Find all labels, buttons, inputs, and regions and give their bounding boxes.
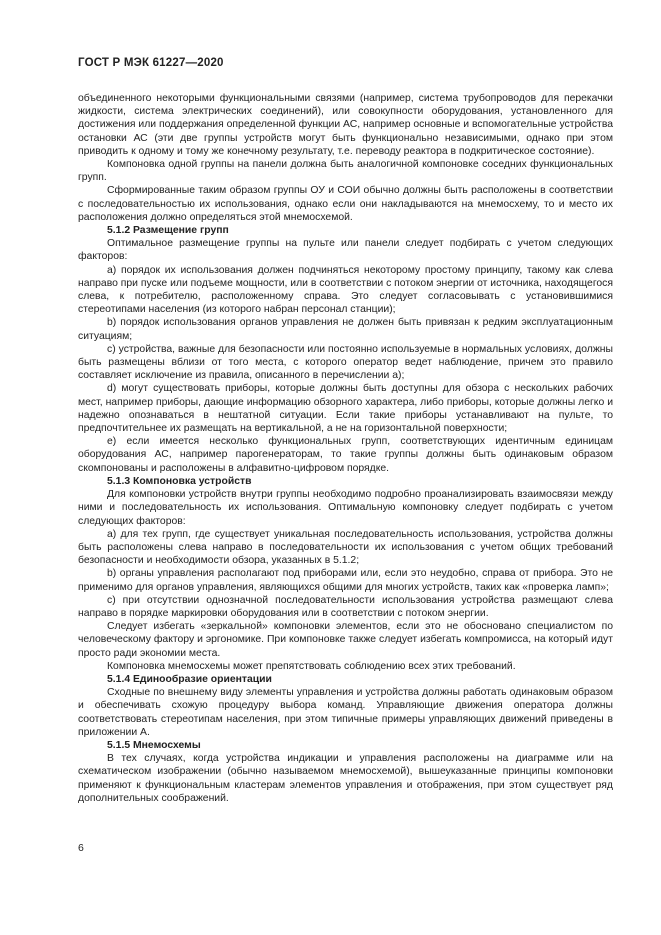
section-heading: 5.1.2 Размещение групп <box>107 225 229 237</box>
paragraph: объединенного некоторыми функциональными связями (например, система трубопроводов для перекачки жидкости, система электрических соединений), или совокупности оборудования, установленного для достижения или поддержания определенной функции АС, например основные и вспомогательные устройства остановки АС (эти две группы устройств могут быть функционально независимыми, однако при этом приводить к одному и тому же конечному результату, т.е. переводу реактора в подкритическое состояние). <box>78 93 613 157</box>
paragraph: a) для тех групп, где существует уникальная последовательность использования, устройства должны быть расположены слева направо в последовательности их использования с учетом общих требований безопасности и необходимости обзора, указанных в 5.1.2; <box>78 528 613 567</box>
paragraph: Для компоновки устройств внутри группы необходимо подробно проанализировать взаимосвязи между ними и последовательность их использования. Оптимальную компоновку следует подбирать с учетом следующих факторов: <box>78 489 613 527</box>
paragraph: Сходные по внешнему виду элементы управления и устройства должны работать одинаковым образом и обеспечивать схожую процедуру выбора команд. Управляющие движения оператора должны соответствовать стереотипам населения, при этом типичные примеры управляющих движений приведены в приложении А. <box>78 687 613 738</box>
paragraph: e) если имеется несколько функциональных групп, соответствующих идентичным единицам оборудования АС, например парогенераторам, то такие группы должны быть одинаковым образом скомпонованы и расположены в алфавитно-цифровом порядке. <box>78 436 613 474</box>
section-heading: 5.1.3 Компоновка устройств <box>107 475 252 487</box>
document-body <box>78 92 613 805</box>
paragraph: a) порядок их использования должен подчиняться некоторому простому принципу, такому как слева направо при пуске или подъеме мощности, или в соответствии с потоком энергии от источника, находящегося слева, к потребителю, расположенному справа. Это следует согласовывать с установившимися стереотипами населения (из которого набран персонал станции); <box>78 264 613 316</box>
paragraph: c) устройства, важные для безопасности или постоянно используемые в нормальных условиях, должны быть размещены вблизи от того места, с которого оператор ведет наблюдение, причем это правило составляет исключение из правила, описанного в перечислении а); <box>78 343 613 382</box>
paragraph: В тех случаях, когда устройства индикации и управления расположены на диаграмме или на схематическом изображении (обычно называемом мнемосхемой), вышеуказанные принципы компоновки применяют к функциональным кластерам элементов управления и отображения, при этом существует ряд дополнительных соображений. <box>78 753 613 804</box>
paragraph: d) могут существовать приборы, которые должны быть доступны для обзора с нескольких рабочих мест, например приборы, дающие информацию обзорного характера, либо приборы, которые должны легко и надежно опознаваться в нештатной ситуации. Если такие приборы устанавливают на пульте, то предпочтительнее их размещать на вертикальной, а не на горизонтальной поверхности; <box>78 383 613 435</box>
paragraph: Компоновка одной группы на панели должна быть аналогичной компоновке соседних функциональных групп. <box>78 159 613 184</box>
page-number: 6 <box>78 842 84 854</box>
paragraph: c) при отсутствии однозначной последовательности использования устройства размещают слева направо в порядке маркировки оборудования или в соответствии с потоком энергии. <box>78 594 613 619</box>
paragraph: Следует избегать «зеркальной» компоновки элементов, если это не обосновано специалистом по человеческому фактору и эргономике. При компоновке также следует избегать компромисса, на который идут просто ради экономии места. <box>78 621 613 659</box>
section-heading: 5.1.5 Мнемосхемы <box>107 739 201 751</box>
paragraph: Оптимальное размещение группы на пульте или панели следует подбирать с учетом следующих факторов: <box>78 238 613 263</box>
paragraph: b) порядок использования органов управления не должен быть привязан к редким эксплуатационным ситуациям; <box>78 317 613 342</box>
standard-header: ГОСТ Р МЭК 61227—2020 <box>78 57 224 69</box>
paragraph: b) органы управления располагают под приборами или, если это неудобно, справа от прибора. Это не применимо для органов управления, являющихся общими для многих устройств, таких как «проверка ламп»; <box>78 568 613 593</box>
paragraph: Сформированные таким образом группы ОУ и СОИ обычно должны быть расположены в соответствии с последовательностью их использования, однако если они накладываются на мнемосхему, то и место их расположения должно определяться этой мнемосхемой. <box>78 185 613 223</box>
paragraph: Компоновка мнемосхемы может препятствовать соблюдению всех этих требований. <box>107 660 516 672</box>
section-heading: 5.1.4 Единообразие ориентации <box>107 673 272 685</box>
